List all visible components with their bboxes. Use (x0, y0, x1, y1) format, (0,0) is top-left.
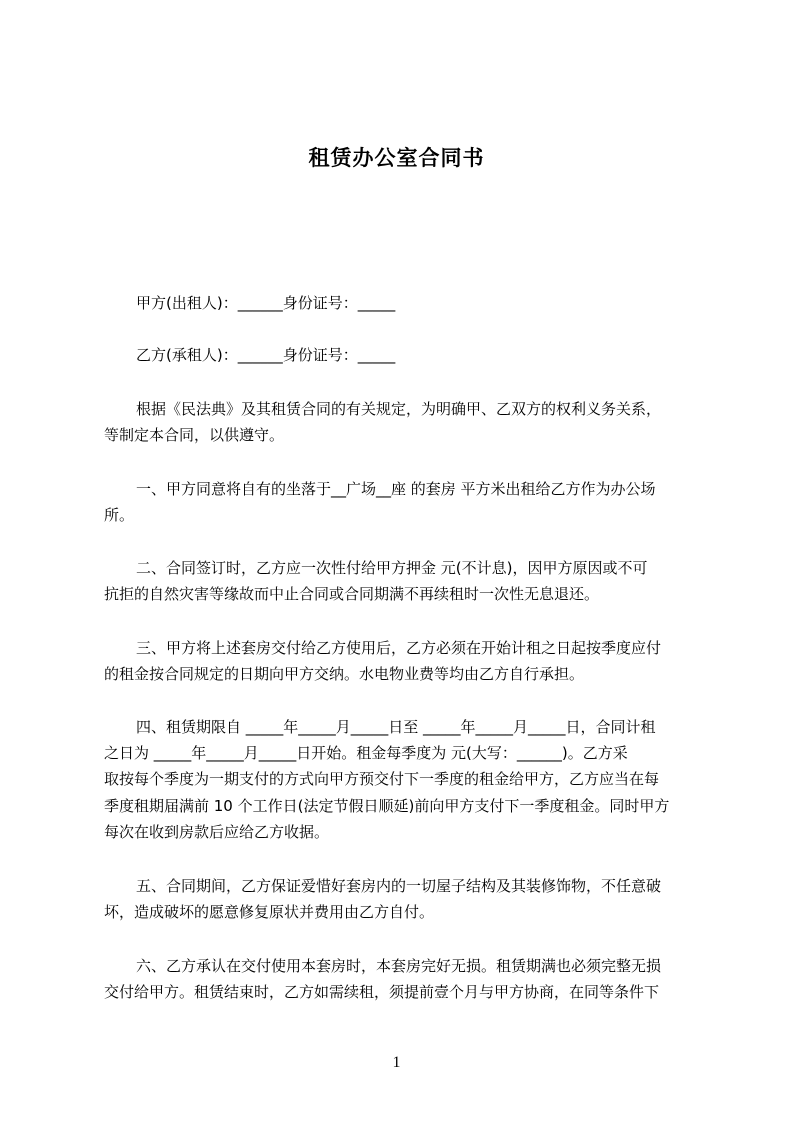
clause-4-line-2: 之日为 _____年_____月_____日开始。租金每季度为 元(大写：______)。乙方采 (104, 744, 628, 762)
clause-1-line-1: 一、甲方同意将自有的坐落于__广场__座 的套房 平方米出租给乙方作为办公场 (136, 480, 656, 498)
clause-4-line-5: 每次在收到房款后应给乙方收据。 (104, 823, 330, 841)
clause-1-line-2: 所。 (104, 506, 135, 524)
document-title: 租赁办公室合同书 (308, 146, 485, 170)
clause-4-line-4: 季度租期届满前 10 个工作日(法定节假日顺延)前向甲方支付下一季度租金。同时甲方 (104, 797, 670, 815)
party-b-line: 乙方(承租人)：______身份证号：_____ (136, 346, 396, 364)
clause-4-line-1: 四、租赁期限自 _____年_____月_____日至 _____年_____月_____日，合同计租 (136, 718, 656, 736)
preamble-line-1: 根据《民法典》及其租赁合同的有关规定，为明确甲、乙双方的权利义务关系， (136, 400, 662, 418)
clause-6-line-1: 六、乙方承认在交付使用本套房时，本套房完好无损。租赁期满也必须完整无损 (136, 957, 662, 975)
clause-3-line-1: 三、甲方将上述套房交付给乙方使用后，乙方必须在开始计租之日起按季度应付 (136, 639, 662, 657)
clause-2-line-1: 二、合同签订时，乙方应一次性付给甲方押金 元(不计息)，因甲方原因或不可 (136, 559, 648, 577)
party-a-line: 甲方(出租人)：______身份证号：_____ (136, 294, 396, 312)
clause-3-line-2: 的租金按合同规定的日期向甲方交纳。水电物业费等均由乙方自行承担。 (104, 665, 585, 683)
page-number: 1 (392, 1054, 401, 1071)
clause-6-line-2: 交付给甲方。租赁结束时，乙方如需续租，须提前壹个月与甲方协商，在同等条件下 (104, 983, 660, 1001)
preamble-line-2: 等制定本合同，以供遵守。 (104, 426, 285, 444)
clause-5-line-1: 五、合同期间，乙方保证爱惜好套房内的一切屋子结构及其装修饰物，不任意破 (136, 877, 662, 895)
clause-4-line-3: 取按每个季度为一期支付的方式向甲方预交付下一季度的租金给甲方，乙方应当在每 (104, 770, 660, 788)
clause-5-line-2: 坏，造成破坏的愿意修复原状并费用由乙方自付。 (104, 903, 435, 921)
clause-2-line-2: 抗拒的自然灾害等缘故而中止合同或合同期满不再续租时一次性无息退还。 (104, 585, 600, 603)
